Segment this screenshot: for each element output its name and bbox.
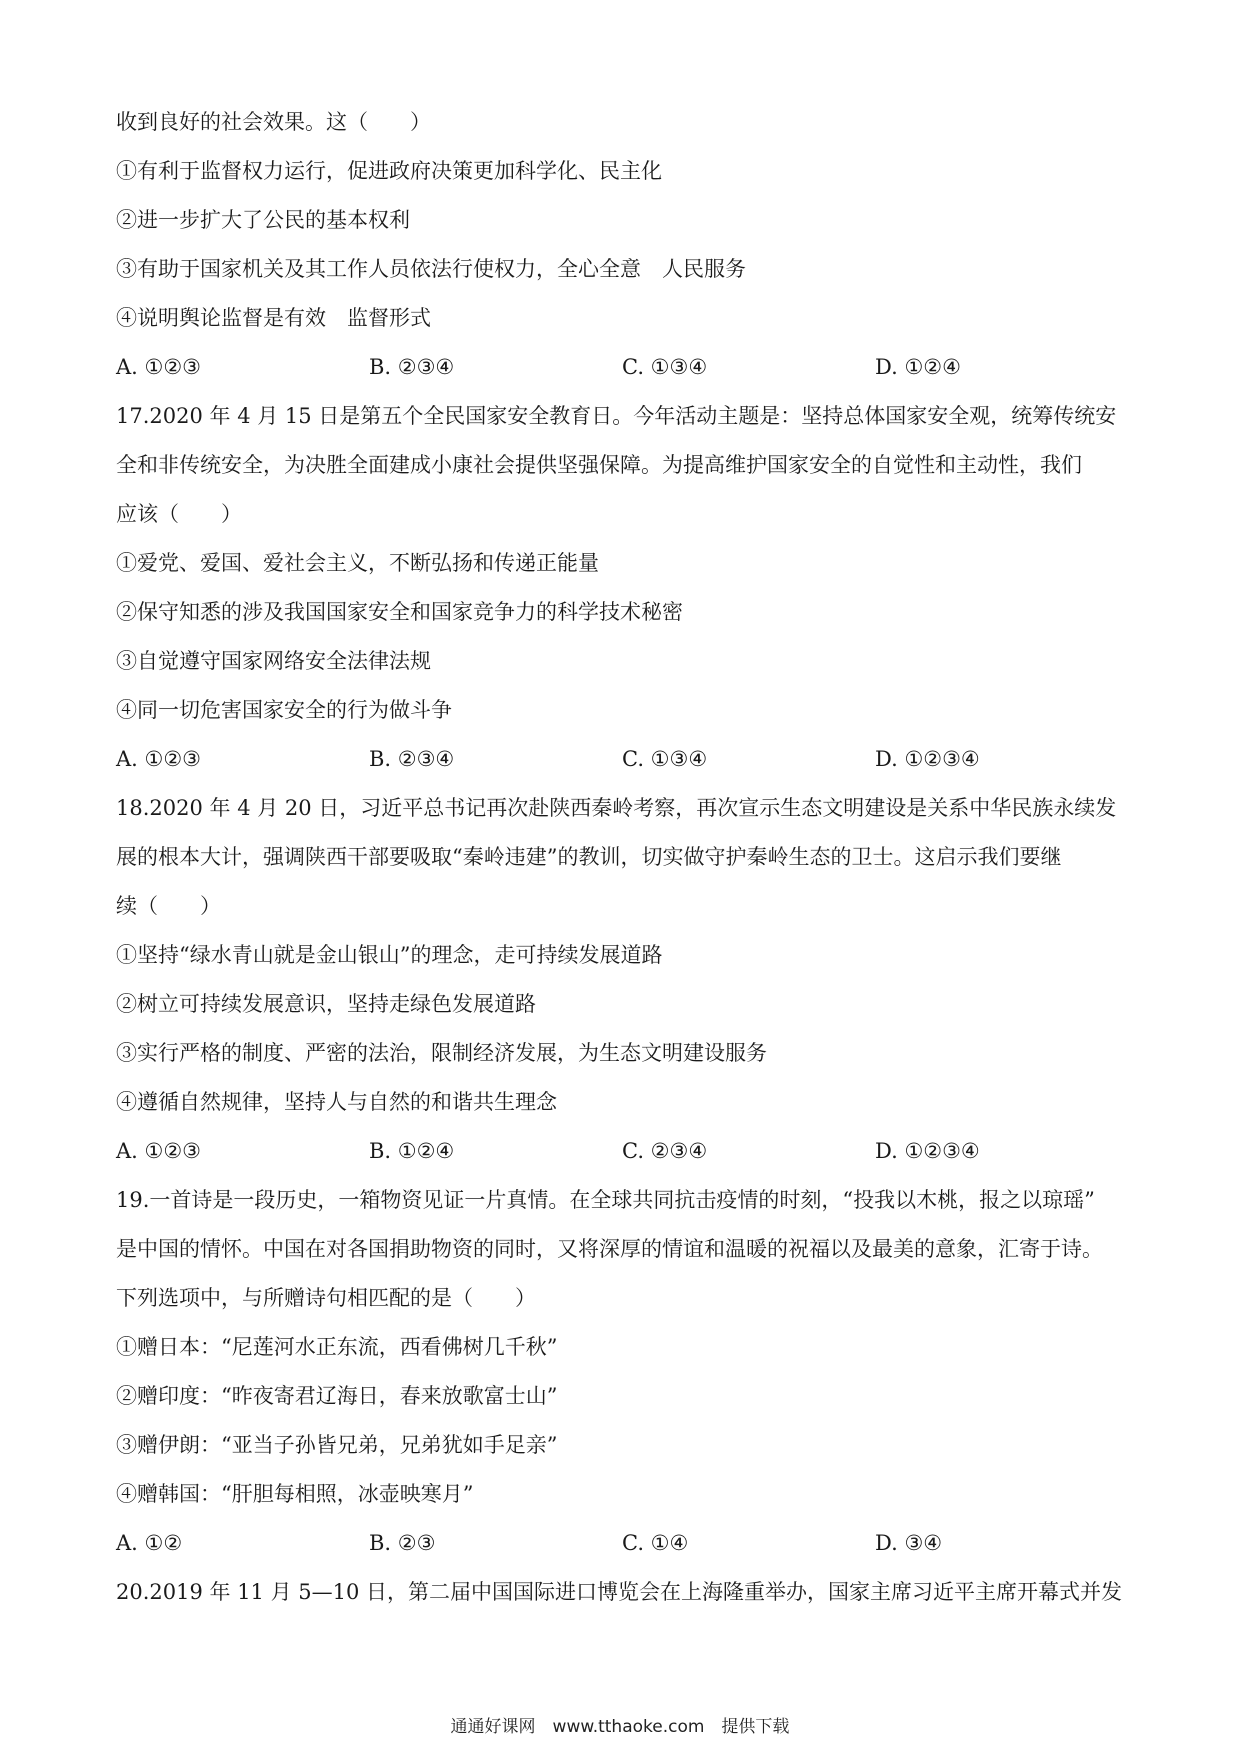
q19-statement: ①赠日本：“尼莲河水正东流，西看佛树几千秋”	[116, 1335, 558, 1359]
q18-options	[116, 1127, 1126, 1176]
q19-option-c: C. ①④	[622, 1531, 689, 1555]
q18-option-b: B. ①②④	[369, 1139, 455, 1163]
q19-statement: ④赠韩国：“肝胆每相照，冰壶映寒月”	[116, 1482, 474, 1506]
q18-statement: ②树立可持续发展意识，坚持走绿色发展道路	[116, 992, 536, 1016]
q18-option-a: A. ①②③	[116, 1139, 201, 1163]
q16-statement: ①有利于监督权力运行，促进政府决策更加科学化、民主化	[116, 159, 662, 183]
q19-options	[116, 1519, 1126, 1568]
q17-option-b: B. ②③④	[369, 747, 455, 771]
q17-statement: ①爱党、爱国、爱社会主义，不断弘扬和传递正能量	[116, 551, 599, 575]
q19-stem-line: 是中国的情怀。中国在对各国捐助物资的同时，又将深厚的情谊和温暖的祝福以及最美的意象，汇寄于诗。	[116, 1237, 1103, 1261]
q19-option-b: B. ②③	[369, 1531, 436, 1555]
q16-option-b: B. ②③④	[369, 355, 455, 379]
q16-option-a: A. ①②③	[116, 355, 201, 379]
q18-stem-line: 展的根本大计，强调陕西干部要吸取“秦岭违建”的教训，切实做守护秦岭生态的卫士。这启示我们要继	[116, 845, 1062, 869]
q18-statement: ③实行严格的制度、严密的法治，限制经济发展，为生态文明建设服务	[116, 1041, 767, 1065]
q19-stem-line: 19.一首诗是一段历史，一箱物资见证一片真情。在全球共同抗击疫情的时刻，“投我以木桃，报之以琼瑶”	[116, 1188, 1095, 1212]
q17-stem-line: 全和非传统安全，为决胜全面建成小康社会提供坚强保障。为提高维护国家安全的自觉性和主动性，我们	[116, 453, 1082, 477]
q17-stem-line: 17.2020 年 4 月 15 日是第五个全民国家安全教育日。今年活动主题是：坚持总体国家安全观，统筹传统安	[116, 404, 1117, 428]
q18-statement: ④遵循自然规律，坚持人与自然的和谐共生理念	[116, 1090, 557, 1114]
q17-option-a: A. ①②③	[116, 747, 201, 771]
q17-statement: ④同一切危害国家安全的行为做斗争	[116, 698, 452, 722]
page-footer: 通通好课网 www.tthaoke.com 提供下载	[450, 1717, 790, 1737]
q16-statement: ④说明舆论监督是有效 监督形式	[116, 306, 431, 330]
q18-option-d: D. ①②③④	[875, 1139, 980, 1163]
q19-statement: ③赠伊朗：“亚当子孙皆兄弟，兄弟犹如手足亲”	[116, 1433, 558, 1457]
q16-statement: ②进一步扩大了公民的基本权利	[116, 208, 410, 232]
q17-options	[116, 735, 1126, 784]
q17-option-c: C. ①③④	[622, 747, 708, 771]
q18-stem-line: 续（ ）	[116, 894, 221, 918]
q17-stem-line: 应该（ ）	[116, 502, 242, 526]
q16-options	[116, 343, 1126, 392]
q18-option-c: C. ②③④	[622, 1139, 708, 1163]
q17-option-d: D. ①②③④	[875, 747, 980, 771]
q20-stem-line: 20.2019 年 11 月 5—10 日，第二届中国国际进口博览会在上海隆重举办，国家主席习近平主席开幕式并发	[116, 1580, 1123, 1604]
q18-statement: ①坚持“绿水青山就是金山银山”的理念，走可持续发展道路	[116, 943, 663, 967]
q18-stem-line: 18.2020 年 4 月 20 日，习近平总书记再次赴陕西秦岭考察，再次宣示生态文明建设是关系中华民族永续发	[116, 796, 1117, 820]
q19-statement: ②赠印度：“昨夜寄君辽海日，春来放歌富士山”	[116, 1384, 558, 1408]
q16-statement: ③有助于国家机关及其工作人员依法行使权力，全心全意 人民服务	[116, 257, 746, 281]
q19-option-d: D. ③④	[875, 1531, 943, 1555]
q17-statement: ②保守知悉的涉及我国国家安全和国家竞争力的科学技术秘密	[116, 600, 683, 624]
q19-option-a: A. ①②	[116, 1531, 183, 1555]
document-content	[116, 98, 1126, 1617]
q17-statement: ③自觉遵守国家网络安全法律法规	[116, 649, 431, 673]
q19-stem-line: 下列选项中，与所赠诗句相匹配的是（ ）	[116, 1286, 536, 1310]
q16-option-d: D. ①②④	[875, 355, 961, 379]
q16-stem-line: 收到良好的社会效果。这（ ）	[116, 110, 431, 134]
q16-option-c: C. ①③④	[622, 355, 708, 379]
